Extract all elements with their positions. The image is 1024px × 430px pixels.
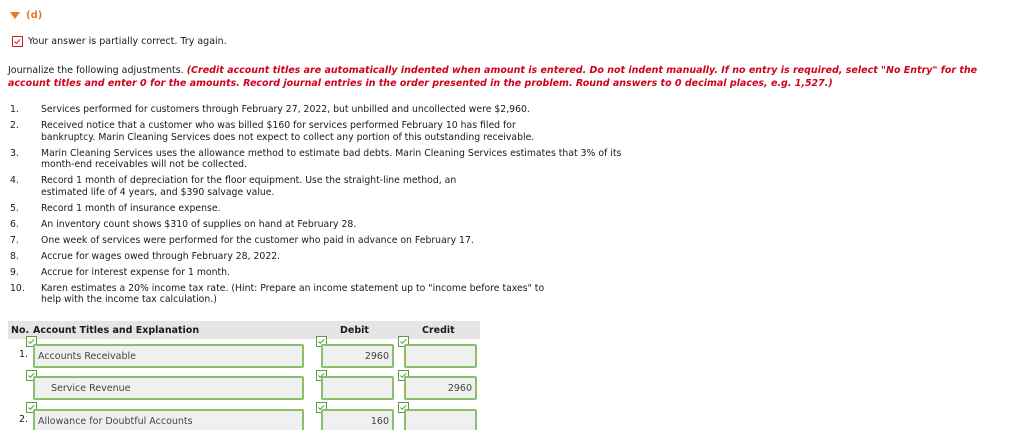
list-item: 9. Accrue for interest expense for 1 month. (10, 266, 230, 278)
debit-field[interactable] (321, 376, 394, 400)
list-item: 10. Karen estimates a 20% income tax rate. (Hint: Prepare an income statement up to "income before taxes" to help with the income tax calculation.) (10, 282, 545, 305)
collapse-triangle-icon (10, 12, 20, 19)
account-title-field[interactable]: Allowance for Doubtful Accounts (33, 409, 304, 430)
col-account-header: Account Titles and Explanation (33, 325, 200, 336)
section-label: (d) (26, 10, 43, 21)
debit-field[interactable]: 2960 (321, 344, 394, 368)
list-item: 2. Received notice that a customer who was billed $160 for services performed February 10 has filed for bankruptcy. Marin Cleaning Services does not expect to collect any portion of this outstanding receivable. (10, 120, 535, 143)
list-item: 7. One week of services were performed for the customer who paid in advance on February 17. (10, 234, 474, 246)
journal-table-header (8, 321, 480, 339)
answer-status (12, 36, 227, 47)
section-toggle[interactable] (10, 10, 42, 21)
account-title-field[interactable]: Accounts Receivable (33, 344, 304, 368)
list-item: 6. An inventory count shows $310 of supplies on hand at February 28. (10, 218, 357, 230)
credit-field[interactable] (404, 344, 477, 368)
credit-field[interactable]: 2960 (404, 376, 477, 400)
list-item: 8. Accrue for wages owed through February 28, 2022. (10, 250, 281, 262)
row-number: 1. (19, 349, 29, 360)
list-item: 1. Services performed for customers through February 27, 2022, but unbilled and uncollected were $2,960. (10, 104, 530, 115)
credit-field[interactable] (404, 409, 477, 430)
list-item: 5. Record 1 month of insurance expense. (10, 202, 221, 214)
instructions-note: (Credit account titles are automatically indented when amount is entered. Do not indent manually. If no entry is required, select "No Entry" for the account titles and enter 0 for the amounts. Record journal entries in the order presented in the problem. Round answers to 0 decimal places, e.g. 1,527.) (8, 65, 978, 89)
list-item: 4. Record 1 month of depreciation for the floor equipment. Use the straight-line method, an estimated life of 4 years, and $390 salvage value. (10, 175, 457, 198)
col-debit-header: Debit (340, 325, 369, 336)
col-no-header: No. (11, 325, 30, 336)
adjustment-list (10, 104, 650, 310)
status-text: Your answer is partially correct. Try again. (28, 36, 227, 47)
partial-check-icon (12, 36, 23, 47)
instructions (8, 65, 1014, 90)
instructions-lead: Journalize the following adjustments. (8, 65, 187, 76)
row-number: 2. (19, 414, 29, 425)
col-credit-header: Credit (422, 325, 455, 336)
debit-field[interactable]: 160 (321, 409, 394, 430)
list-item: 3. Marin Cleaning Services uses the allowance method to estimate bad debts. Marin Cleaning Services estimates that 3% of its month-end receivables will not be collected. (10, 147, 622, 170)
account-title-field[interactable]: Service Revenue (33, 376, 304, 400)
